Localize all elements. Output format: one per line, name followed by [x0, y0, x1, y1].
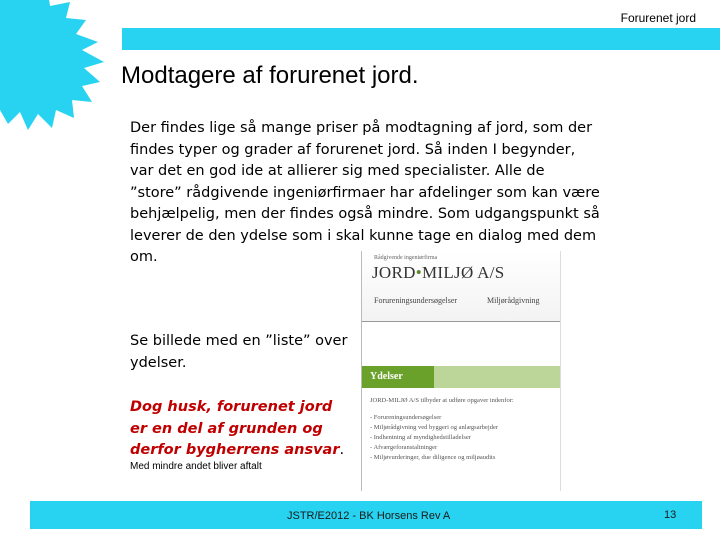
- top-accent-bar: [122, 28, 720, 50]
- list-item: - Forureningsundersøgelser: [370, 413, 498, 423]
- slide-title: Modtagere af forurenet jord.: [121, 62, 419, 89]
- website-section-title: Ydelser: [370, 371, 403, 382]
- website-logo-part1: JORD: [372, 263, 416, 282]
- website-nav-item: Miljørådgivning: [487, 296, 540, 305]
- website-logo: [372, 263, 505, 283]
- website-services-list: [370, 413, 498, 463]
- website-nav-item: Forureningsundersøgelser: [374, 296, 458, 305]
- responsibility-text: Dog husk, forurenet jord er en del af grunden og derfor bygherrens ansvar: [130, 399, 340, 458]
- website-logo-part2: MILJØ A/S: [421, 263, 505, 282]
- list-item: - Miljøvurderinger, due diligence og miljøaudits: [370, 453, 498, 463]
- responsibility-period: .: [339, 442, 345, 458]
- list-reference-paragraph: Se billede med en ”liste” over ydelser.: [130, 333, 348, 371]
- responsibility-note: [130, 397, 350, 462]
- website-screenshot: [361, 251, 561, 491]
- intro-paragraph: Der findes lige så mange priser på modtagning af jord, som der findes typer og grader af forurenet jord. Så inden I begynder, var det en god ide at allierer sig med specialister. Alle de ”store” rådgivende ingeniørfirmaer har afdelinger som kan være behjælpelig, men der findes også mindre. Som udgangspunkt så leverer de den ydelse som i skal kunne tage en dialog med dem om.: [130, 120, 600, 265]
- website-header: [362, 251, 560, 322]
- website-logo-dot: •: [415, 263, 422, 282]
- header-title: Forurenet jord: [620, 11, 696, 25]
- website-intro-text: JORD-MILJØ A/S tilbyder at udføre opgaver indenfor:: [370, 397, 514, 404]
- page-number: 13: [664, 509, 677, 521]
- website-section-bar-light: [434, 366, 560, 388]
- website-breadcrumb: Rådgivende ingeniørfirma: [374, 255, 438, 261]
- footer-text: JSTR/E2012 - BK Horsens Rev A: [287, 510, 451, 522]
- list-item: - Miljørådgivning ved byggeri og anlægsarbejder: [370, 423, 498, 433]
- list-item: - Afværgeforanstaltninger: [370, 443, 498, 453]
- starburst-decoration: [0, 0, 130, 135]
- footnote: Med mindre andet bliver aftalt: [130, 461, 262, 472]
- list-item: - Indhentning af myndighedstilladelser: [370, 433, 498, 443]
